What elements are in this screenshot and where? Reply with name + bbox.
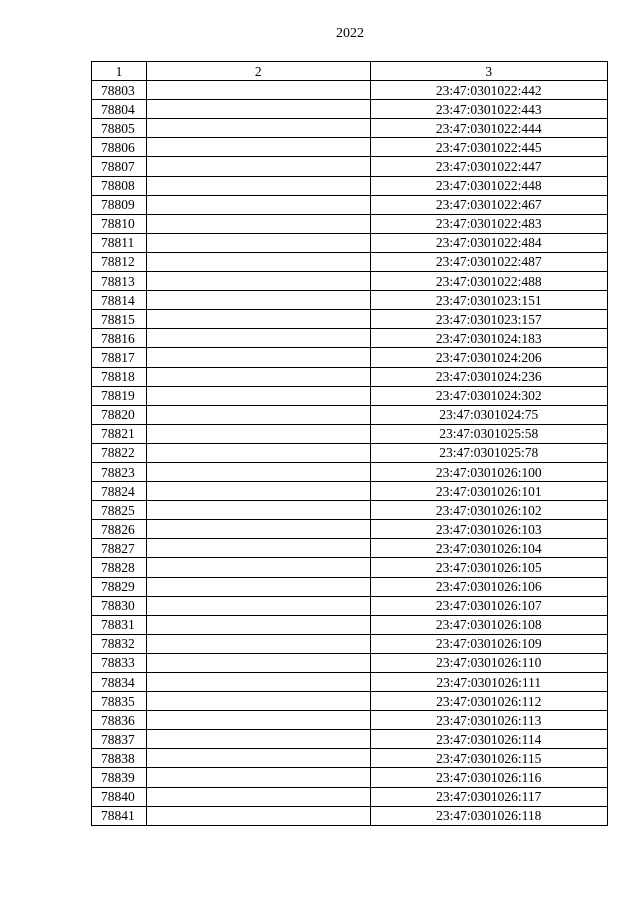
table-row	[92, 806, 608, 825]
row-name-cell	[147, 138, 370, 157]
row-number-cell: 78825	[92, 501, 147, 520]
row-number-cell: 78832	[92, 634, 147, 653]
table-row	[92, 634, 608, 653]
row-name-cell	[147, 310, 370, 329]
row-cadastral-code-cell: 23:47:0301022:448	[370, 176, 607, 195]
row-cadastral-code-cell: 23:47:0301022:467	[370, 195, 607, 214]
row-number-cell: 78824	[92, 482, 147, 501]
table-row	[92, 348, 608, 367]
row-number-cell: 78829	[92, 577, 147, 596]
row-number-cell: 78806	[92, 138, 147, 157]
row-name-cell	[147, 252, 370, 271]
row-number-cell: 78835	[92, 692, 147, 711]
table-row	[92, 272, 608, 291]
row-cadastral-code-cell: 23:47:0301026:103	[370, 520, 607, 539]
row-cadastral-code-cell: 23:47:0301023:157	[370, 310, 607, 329]
row-name-cell	[147, 386, 370, 405]
row-number-cell: 78827	[92, 539, 147, 558]
row-name-cell	[147, 596, 370, 615]
table-row	[92, 443, 608, 462]
table-row	[92, 195, 608, 214]
row-number-cell: 78837	[92, 730, 147, 749]
row-cadastral-code-cell: 23:47:0301026:118	[370, 806, 607, 825]
data-table	[91, 61, 608, 826]
row-cadastral-code-cell: 23:47:0301026:113	[370, 711, 607, 730]
row-cadastral-code-cell: 23:47:0301022:484	[370, 233, 607, 252]
table-row	[92, 233, 608, 252]
row-number-cell: 78836	[92, 711, 147, 730]
row-name-cell	[147, 482, 370, 501]
row-number-cell: 78828	[92, 558, 147, 577]
row-cadastral-code-cell: 23:47:0301026:117	[370, 787, 607, 806]
row-number-cell: 78805	[92, 119, 147, 138]
table-row	[92, 768, 608, 787]
row-name-cell	[147, 119, 370, 138]
row-cadastral-code-cell: 23:47:0301022:443	[370, 100, 607, 119]
row-number-cell: 78803	[92, 81, 147, 100]
row-name-cell	[147, 233, 370, 252]
row-cadastral-code-cell: 23:47:0301026:100	[370, 462, 607, 481]
table-row	[92, 482, 608, 501]
row-number-cell: 78838	[92, 749, 147, 768]
row-cadastral-code-cell: 23:47:0301026:101	[370, 482, 607, 501]
row-cadastral-code-cell: 23:47:0301024:236	[370, 367, 607, 386]
row-name-cell	[147, 749, 370, 768]
table-row	[92, 329, 608, 348]
column-header-3: 3	[370, 62, 607, 81]
table-row	[92, 520, 608, 539]
row-cadastral-code-cell: 23:47:0301026:114	[370, 730, 607, 749]
row-cadastral-code-cell: 23:47:0301026:102	[370, 501, 607, 520]
table-row	[92, 119, 608, 138]
row-name-cell	[147, 558, 370, 577]
row-cadastral-code-cell: 23:47:0301026:105	[370, 558, 607, 577]
page-number: 2022	[336, 26, 364, 41]
table-row	[92, 673, 608, 692]
row-name-cell	[147, 653, 370, 672]
row-cadastral-code-cell: 23:47:0301024:206	[370, 348, 607, 367]
row-cadastral-code-cell: 23:47:0301022:444	[370, 119, 607, 138]
row-number-cell: 78839	[92, 768, 147, 787]
row-number-cell: 78818	[92, 367, 147, 386]
row-cadastral-code-cell: 23:47:0301022:487	[370, 252, 607, 271]
table-row	[92, 787, 608, 806]
table-row	[92, 539, 608, 558]
row-cadastral-code-cell: 23:47:0301026:104	[370, 539, 607, 558]
row-number-cell: 78830	[92, 596, 147, 615]
row-name-cell	[147, 577, 370, 596]
row-number-cell: 78823	[92, 462, 147, 481]
column-header-2: 2	[147, 62, 370, 81]
row-name-cell	[147, 787, 370, 806]
row-number-cell: 78811	[92, 233, 147, 252]
row-name-cell	[147, 100, 370, 119]
table-body	[92, 81, 608, 826]
row-cadastral-code-cell: 23:47:0301025:78	[370, 443, 607, 462]
row-number-cell: 78815	[92, 310, 147, 329]
table-row	[92, 157, 608, 176]
table-row	[92, 653, 608, 672]
row-number-cell: 78819	[92, 386, 147, 405]
row-number-cell: 78841	[92, 806, 147, 825]
row-number-cell: 78808	[92, 176, 147, 195]
table-row	[92, 730, 608, 749]
table-row	[92, 711, 608, 730]
row-name-cell	[147, 272, 370, 291]
row-name-cell	[147, 176, 370, 195]
table-row	[92, 81, 608, 100]
row-number-cell: 78834	[92, 673, 147, 692]
row-cadastral-code-cell: 23:47:0301022:483	[370, 214, 607, 233]
row-number-cell: 78812	[92, 252, 147, 271]
row-cadastral-code-cell: 23:47:0301022:442	[370, 81, 607, 100]
row-name-cell	[147, 711, 370, 730]
row-number-cell: 78817	[92, 348, 147, 367]
row-number-cell: 78822	[92, 443, 147, 462]
row-name-cell	[147, 424, 370, 443]
table-row	[92, 558, 608, 577]
row-cadastral-code-cell: 23:47:0301026:116	[370, 768, 607, 787]
row-cadastral-code-cell: 23:47:0301026:112	[370, 692, 607, 711]
row-cadastral-code-cell: 23:47:0301022:488	[370, 272, 607, 291]
row-number-cell: 78821	[92, 424, 147, 443]
table-row	[92, 692, 608, 711]
row-name-cell	[147, 634, 370, 653]
row-cadastral-code-cell: 23:47:0301025:58	[370, 424, 607, 443]
row-number-cell: 78833	[92, 653, 147, 672]
row-cadastral-code-cell: 23:47:0301023:151	[370, 291, 607, 310]
row-cadastral-code-cell: 23:47:0301022:447	[370, 157, 607, 176]
row-cadastral-code-cell: 23:47:0301022:445	[370, 138, 607, 157]
row-name-cell	[147, 806, 370, 825]
row-name-cell	[147, 443, 370, 462]
row-cadastral-code-cell: 23:47:0301026:107	[370, 596, 607, 615]
table-row	[92, 214, 608, 233]
row-number-cell: 78840	[92, 787, 147, 806]
row-name-cell	[147, 291, 370, 310]
row-cadastral-code-cell: 23:47:0301026:109	[370, 634, 607, 653]
row-number-cell: 78807	[92, 157, 147, 176]
row-name-cell	[147, 367, 370, 386]
row-name-cell	[147, 615, 370, 634]
row-name-cell	[147, 673, 370, 692]
table-row	[92, 100, 608, 119]
row-number-cell: 78814	[92, 291, 147, 310]
table-row	[92, 749, 608, 768]
table-row	[92, 615, 608, 634]
row-name-cell	[147, 520, 370, 539]
table-row	[92, 405, 608, 424]
row-name-cell	[147, 462, 370, 481]
row-number-cell: 78816	[92, 329, 147, 348]
row-cadastral-code-cell: 23:47:0301024:183	[370, 329, 607, 348]
row-name-cell	[147, 730, 370, 749]
row-name-cell	[147, 214, 370, 233]
row-cadastral-code-cell: 23:47:0301026:115	[370, 749, 607, 768]
row-name-cell	[147, 692, 370, 711]
table-row	[92, 138, 608, 157]
table-row	[92, 291, 608, 310]
row-number-cell: 78804	[92, 100, 147, 119]
row-name-cell	[147, 501, 370, 520]
row-name-cell	[147, 348, 370, 367]
row-cadastral-code-cell: 23:47:0301026:106	[370, 577, 607, 596]
row-cadastral-code-cell: 23:47:0301026:111	[370, 673, 607, 692]
row-number-cell: 78810	[92, 214, 147, 233]
table-row	[92, 367, 608, 386]
row-name-cell	[147, 195, 370, 214]
table-row	[92, 386, 608, 405]
row-number-cell: 78813	[92, 272, 147, 291]
row-name-cell	[147, 405, 370, 424]
table-row	[92, 176, 608, 195]
row-name-cell	[147, 768, 370, 787]
column-header-1: 1	[92, 62, 147, 81]
row-number-cell: 78831	[92, 615, 147, 634]
row-cadastral-code-cell: 23:47:0301026:108	[370, 615, 607, 634]
table-row	[92, 577, 608, 596]
row-name-cell	[147, 157, 370, 176]
row-cadastral-code-cell: 23:47:0301024:302	[370, 386, 607, 405]
row-number-cell: 78820	[92, 405, 147, 424]
table-row	[92, 596, 608, 615]
row-name-cell	[147, 539, 370, 558]
row-number-cell: 78809	[92, 195, 147, 214]
table-row	[92, 310, 608, 329]
row-cadastral-code-cell: 23:47:0301024:75	[370, 405, 607, 424]
table-row	[92, 501, 608, 520]
row-name-cell	[147, 81, 370, 100]
table-row	[92, 252, 608, 271]
row-cadastral-code-cell: 23:47:0301026:110	[370, 653, 607, 672]
table-row	[92, 424, 608, 443]
row-name-cell	[147, 329, 370, 348]
table-row	[92, 462, 608, 481]
table-header-row	[92, 62, 608, 81]
row-number-cell: 78826	[92, 520, 147, 539]
